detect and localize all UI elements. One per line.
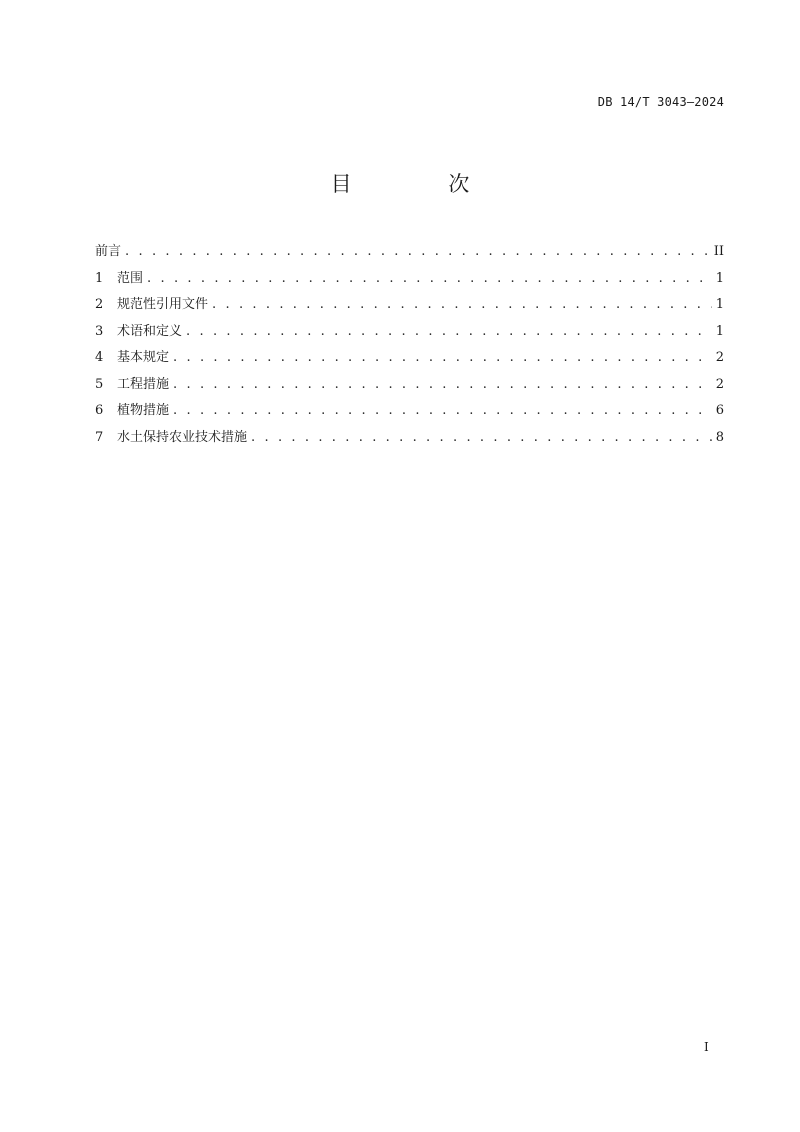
toc-title: 目 次 (330, 172, 515, 196)
toc-entry-terms-definitions[interactable] (95, 319, 724, 346)
toc-entry-number: 6 (95, 403, 104, 418)
toc-dot-leader (125, 239, 710, 266)
toc-entry-scope[interactable] (95, 266, 724, 293)
toc-dot-leader (173, 398, 712, 425)
toc-dot-leader (251, 425, 712, 452)
toc-entry-number: 3 (95, 323, 104, 339)
toc-entry-page: 2 (715, 376, 724, 392)
toc-entry-number: 2 (95, 297, 104, 312)
toc-entry-normative-references[interactable] (95, 292, 724, 319)
toc-entry-label: 前言 (95, 244, 122, 259)
toc-entry-number: 1 (95, 270, 104, 286)
toc-entry-page: 2 (715, 350, 724, 365)
table-of-contents (95, 239, 724, 451)
toc-dot-leader (147, 266, 712, 293)
toc-entry-label: 范围 (117, 270, 144, 286)
toc-dot-leader (173, 345, 712, 372)
toc-entry-label: 水土保持农业技术措施 (117, 429, 248, 445)
toc-entry-number: 7 (95, 429, 104, 445)
toc-entry-vegetation-measures[interactable] (95, 398, 724, 425)
toc-entry-page: 8 (715, 429, 724, 445)
page-number: I (704, 1040, 709, 1054)
toc-entry-basic-provisions[interactable] (95, 345, 724, 372)
toc-entry-number: 4 (95, 350, 104, 365)
toc-entry-page: II (713, 244, 724, 259)
toc-entry-number: 5 (95, 376, 104, 392)
toc-entry-engineering-measures[interactable] (95, 372, 724, 399)
toc-entry-label: 基本规定 (117, 350, 170, 365)
toc-entry-page: 1 (715, 297, 724, 312)
toc-entry-page: 1 (715, 323, 724, 339)
toc-entry-label: 植物措施 (117, 403, 170, 418)
toc-entry-label: 术语和定义 (117, 323, 183, 339)
toc-dot-leader (173, 372, 712, 399)
toc-entry-agricultural-measures[interactable] (95, 425, 724, 452)
toc-dot-leader (212, 292, 712, 319)
toc-entry-page: 6 (715, 403, 724, 418)
toc-entry-preface[interactable] (95, 239, 724, 266)
toc-dot-leader (186, 319, 712, 346)
document-code: DB 14/T 3043—2024 (597, 95, 724, 109)
toc-entry-label: 规范性引用文件 (117, 297, 209, 312)
toc-entry-page: 1 (715, 270, 724, 286)
toc-entry-label: 工程措施 (117, 376, 170, 392)
